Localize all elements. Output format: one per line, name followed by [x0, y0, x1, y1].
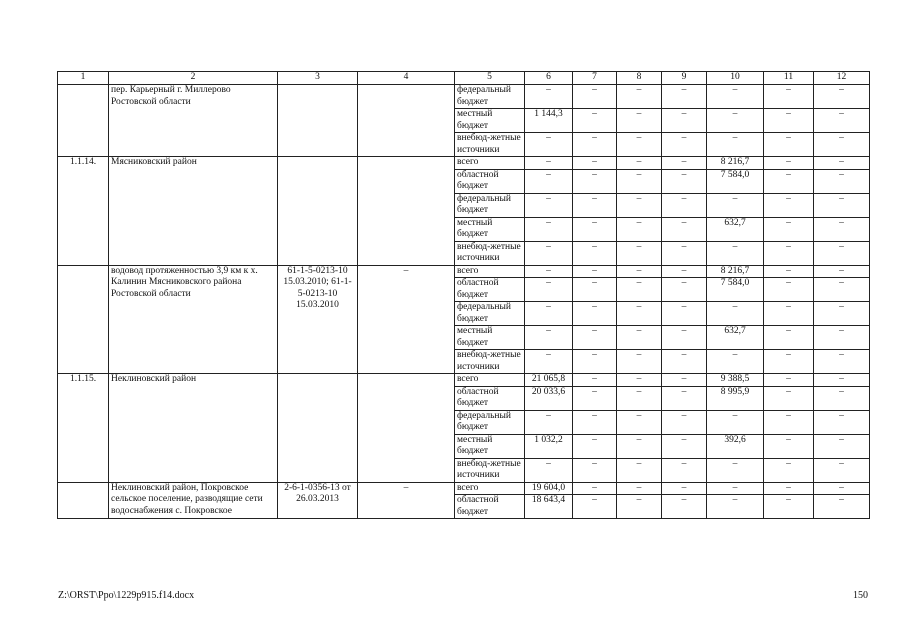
value-cell: 20 033,6	[525, 386, 573, 410]
value-cell: –	[707, 410, 764, 434]
column-header: 5	[455, 72, 525, 85]
value-cell: –	[617, 374, 662, 387]
value-cell: –	[617, 169, 662, 193]
value-cell: –	[662, 350, 707, 374]
funding-source: местный бюджет	[455, 326, 525, 350]
document-ref	[278, 374, 358, 483]
funding-source: областной бюджет	[455, 278, 525, 302]
value-cell: –	[662, 374, 707, 387]
funding-source: внебюд-жетные источники	[455, 458, 525, 482]
funding-source: местный бюджет	[455, 109, 525, 133]
value-cell: –	[525, 241, 573, 265]
column-header: 6	[525, 72, 573, 85]
value-cell: –	[617, 193, 662, 217]
value-cell: –	[617, 326, 662, 350]
value-cell: –	[707, 193, 764, 217]
table-row	[58, 374, 870, 387]
value-cell: –	[525, 133, 573, 157]
value-cell: –	[764, 241, 814, 265]
value-cell: –	[617, 157, 662, 170]
value-cell: –	[662, 410, 707, 434]
funding-source: областной бюджет	[455, 169, 525, 193]
value-cell: –	[525, 169, 573, 193]
funding-source: всего	[455, 157, 525, 170]
column-header: 4	[358, 72, 455, 85]
value-cell: –	[617, 241, 662, 265]
value-cell: –	[662, 495, 707, 519]
value-cell: –	[617, 350, 662, 374]
document-ref	[278, 157, 358, 266]
value-cell: –	[764, 326, 814, 350]
value-cell: 8 995,9	[707, 386, 764, 410]
column-header: 8	[617, 72, 662, 85]
value-cell: –	[764, 374, 814, 387]
value-cell: –	[764, 458, 814, 482]
object-name: Неклиновский район, Покровское сельское поселение, разводящие сети водоснабжения с. Покровское	[109, 482, 278, 519]
value-cell: –	[573, 109, 617, 133]
object-name: пер. Карьерный г. Миллерово Ростовской области	[109, 85, 278, 157]
value-cell: –	[573, 410, 617, 434]
value-cell: –	[814, 495, 870, 519]
object-name: Мясниковский район	[109, 157, 278, 266]
row-number: 1.1.14.	[58, 157, 109, 266]
table-row	[58, 157, 870, 170]
value-cell: –	[662, 85, 707, 109]
value-cell: –	[814, 302, 870, 326]
column-header: 3	[278, 72, 358, 85]
table-header	[58, 72, 870, 85]
table-body	[58, 85, 870, 519]
value-cell: –	[525, 217, 573, 241]
value-cell: –	[525, 278, 573, 302]
column-4-value	[358, 157, 455, 266]
column-header: 11	[764, 72, 814, 85]
value-cell: –	[707, 241, 764, 265]
column-4-value	[358, 374, 455, 483]
value-cell: –	[617, 278, 662, 302]
value-cell: –	[573, 434, 617, 458]
value-cell: 18 643,4	[525, 495, 573, 519]
value-cell: 19 604,0	[525, 482, 573, 495]
value-cell: –	[617, 410, 662, 434]
row-number	[58, 482, 109, 519]
funding-source: местный бюджет	[455, 434, 525, 458]
document-ref: 2-6-1-0356-13 от 26.03.2013	[278, 482, 358, 519]
funding-source: внебюд-жетные источники	[455, 241, 525, 265]
value-cell: –	[525, 350, 573, 374]
table-row	[58, 85, 870, 109]
document-ref	[278, 85, 358, 157]
value-cell: –	[662, 217, 707, 241]
value-cell: –	[662, 241, 707, 265]
value-cell: 9 388,5	[707, 374, 764, 387]
value-cell: –	[662, 482, 707, 495]
table-row	[58, 482, 870, 495]
value-cell: –	[525, 85, 573, 109]
value-cell: 8 216,7	[707, 157, 764, 170]
column-header: 9	[662, 72, 707, 85]
value-cell: –	[707, 85, 764, 109]
column-header: 10	[707, 72, 764, 85]
value-cell: 1 032,2	[525, 434, 573, 458]
column-header: 2	[109, 72, 278, 85]
file-path: Z:\ORST\Ppo\1229p915.f14.docx	[58, 590, 195, 601]
value-cell: –	[525, 410, 573, 434]
value-cell: –	[662, 265, 707, 278]
value-cell: –	[814, 386, 870, 410]
value-cell: –	[707, 458, 764, 482]
value-cell: –	[764, 157, 814, 170]
value-cell: –	[525, 458, 573, 482]
value-cell: –	[764, 217, 814, 241]
value-cell: –	[814, 241, 870, 265]
value-cell: –	[814, 169, 870, 193]
object-name: водовод протяженностью 3,9 км к х. Калинин Мясниковского района Ростовской области	[109, 265, 278, 374]
funding-source: всего	[455, 374, 525, 387]
column-header: 7	[573, 72, 617, 85]
value-cell: 7 584,0	[707, 169, 764, 193]
value-cell: 1 144,3	[525, 109, 573, 133]
value-cell: –	[814, 326, 870, 350]
value-cell: –	[617, 109, 662, 133]
value-cell: –	[573, 169, 617, 193]
funding-source: федеральный бюджет	[455, 193, 525, 217]
object-name: Неклиновский район	[109, 374, 278, 483]
funding-source: областной бюджет	[455, 495, 525, 519]
row-number	[58, 265, 109, 374]
value-cell: –	[764, 482, 814, 495]
value-cell: –	[573, 495, 617, 519]
value-cell: –	[617, 265, 662, 278]
value-cell: –	[814, 410, 870, 434]
value-cell: –	[573, 386, 617, 410]
value-cell: –	[707, 302, 764, 326]
value-cell: –	[573, 302, 617, 326]
value-cell: 8 216,7	[707, 265, 764, 278]
value-cell: –	[617, 458, 662, 482]
value-cell: –	[573, 265, 617, 278]
value-cell: –	[764, 350, 814, 374]
funding-source: местный бюджет	[455, 217, 525, 241]
value-cell: –	[764, 495, 814, 519]
value-cell: –	[662, 326, 707, 350]
value-cell: –	[707, 109, 764, 133]
value-cell: –	[764, 85, 814, 109]
value-cell: –	[573, 482, 617, 495]
value-cell: –	[662, 133, 707, 157]
value-cell: –	[662, 458, 707, 482]
value-cell: –	[573, 85, 617, 109]
value-cell: –	[707, 350, 764, 374]
value-cell: –	[573, 458, 617, 482]
value-cell: –	[617, 434, 662, 458]
funding-source: всего	[455, 482, 525, 495]
value-cell: –	[617, 482, 662, 495]
value-cell: –	[662, 302, 707, 326]
value-cell: –	[814, 109, 870, 133]
value-cell: –	[814, 265, 870, 278]
value-cell: –	[764, 109, 814, 133]
value-cell: –	[617, 386, 662, 410]
value-cell: –	[764, 386, 814, 410]
funding-source: федеральный бюджет	[455, 302, 525, 326]
value-cell: –	[814, 157, 870, 170]
value-cell: –	[764, 193, 814, 217]
value-cell: –	[617, 217, 662, 241]
value-cell: –	[525, 157, 573, 170]
value-cell: 7 584,0	[707, 278, 764, 302]
value-cell: –	[814, 458, 870, 482]
value-cell: –	[662, 109, 707, 133]
value-cell: –	[764, 133, 814, 157]
value-cell: –	[814, 133, 870, 157]
value-cell: –	[662, 193, 707, 217]
funding-source: федеральный бюджет	[455, 85, 525, 109]
value-cell: –	[814, 217, 870, 241]
value-cell: –	[573, 326, 617, 350]
value-cell: –	[617, 85, 662, 109]
value-cell: 632,7	[707, 326, 764, 350]
value-cell: –	[573, 133, 617, 157]
value-cell: –	[662, 278, 707, 302]
funding-source: всего	[455, 265, 525, 278]
value-cell: –	[814, 350, 870, 374]
value-cell: –	[573, 217, 617, 241]
value-cell: –	[814, 482, 870, 495]
column-header: 12	[814, 72, 870, 85]
value-cell: –	[573, 374, 617, 387]
value-cell: –	[525, 265, 573, 278]
value-cell: –	[525, 326, 573, 350]
value-cell: 392,6	[707, 434, 764, 458]
funding-source: внебюд-жетные источники	[455, 133, 525, 157]
value-cell: –	[814, 374, 870, 387]
value-cell: –	[764, 278, 814, 302]
value-cell: –	[525, 193, 573, 217]
value-cell: –	[662, 169, 707, 193]
column-4-value	[358, 85, 455, 157]
value-cell: 21 065,8	[525, 374, 573, 387]
value-cell: –	[573, 350, 617, 374]
value-cell: –	[662, 157, 707, 170]
value-cell: –	[707, 482, 764, 495]
value-cell: –	[707, 133, 764, 157]
column-header: 1	[58, 72, 109, 85]
value-cell: –	[662, 434, 707, 458]
funding-source: федеральный бюджет	[455, 410, 525, 434]
value-cell: –	[707, 495, 764, 519]
value-cell: –	[814, 278, 870, 302]
value-cell: –	[573, 241, 617, 265]
value-cell: –	[573, 278, 617, 302]
funding-source: внебюд-жетные источники	[455, 350, 525, 374]
funding-source: областной бюджет	[455, 386, 525, 410]
budget-table	[57, 71, 870, 519]
page-number: 150	[853, 590, 868, 601]
value-cell: –	[617, 495, 662, 519]
value-cell: –	[662, 386, 707, 410]
table-row	[58, 265, 870, 278]
row-number: 1.1.15.	[58, 374, 109, 483]
value-cell: –	[617, 302, 662, 326]
row-number	[58, 85, 109, 157]
value-cell: –	[764, 265, 814, 278]
value-cell: –	[764, 169, 814, 193]
value-cell: 632,7	[707, 217, 764, 241]
value-cell: –	[814, 193, 870, 217]
value-cell: –	[814, 85, 870, 109]
value-cell: –	[764, 434, 814, 458]
value-cell: –	[617, 133, 662, 157]
document-ref: 61-1-5-0213-10 15.03.2010; 61-1-5-0213-10 15.03.2010	[278, 265, 358, 374]
value-cell: –	[525, 302, 573, 326]
column-4-value: –	[358, 265, 455, 374]
value-cell: –	[764, 302, 814, 326]
value-cell: –	[764, 410, 814, 434]
value-cell: –	[814, 434, 870, 458]
column-4-value: –	[358, 482, 455, 519]
value-cell: –	[573, 193, 617, 217]
value-cell: –	[573, 157, 617, 170]
